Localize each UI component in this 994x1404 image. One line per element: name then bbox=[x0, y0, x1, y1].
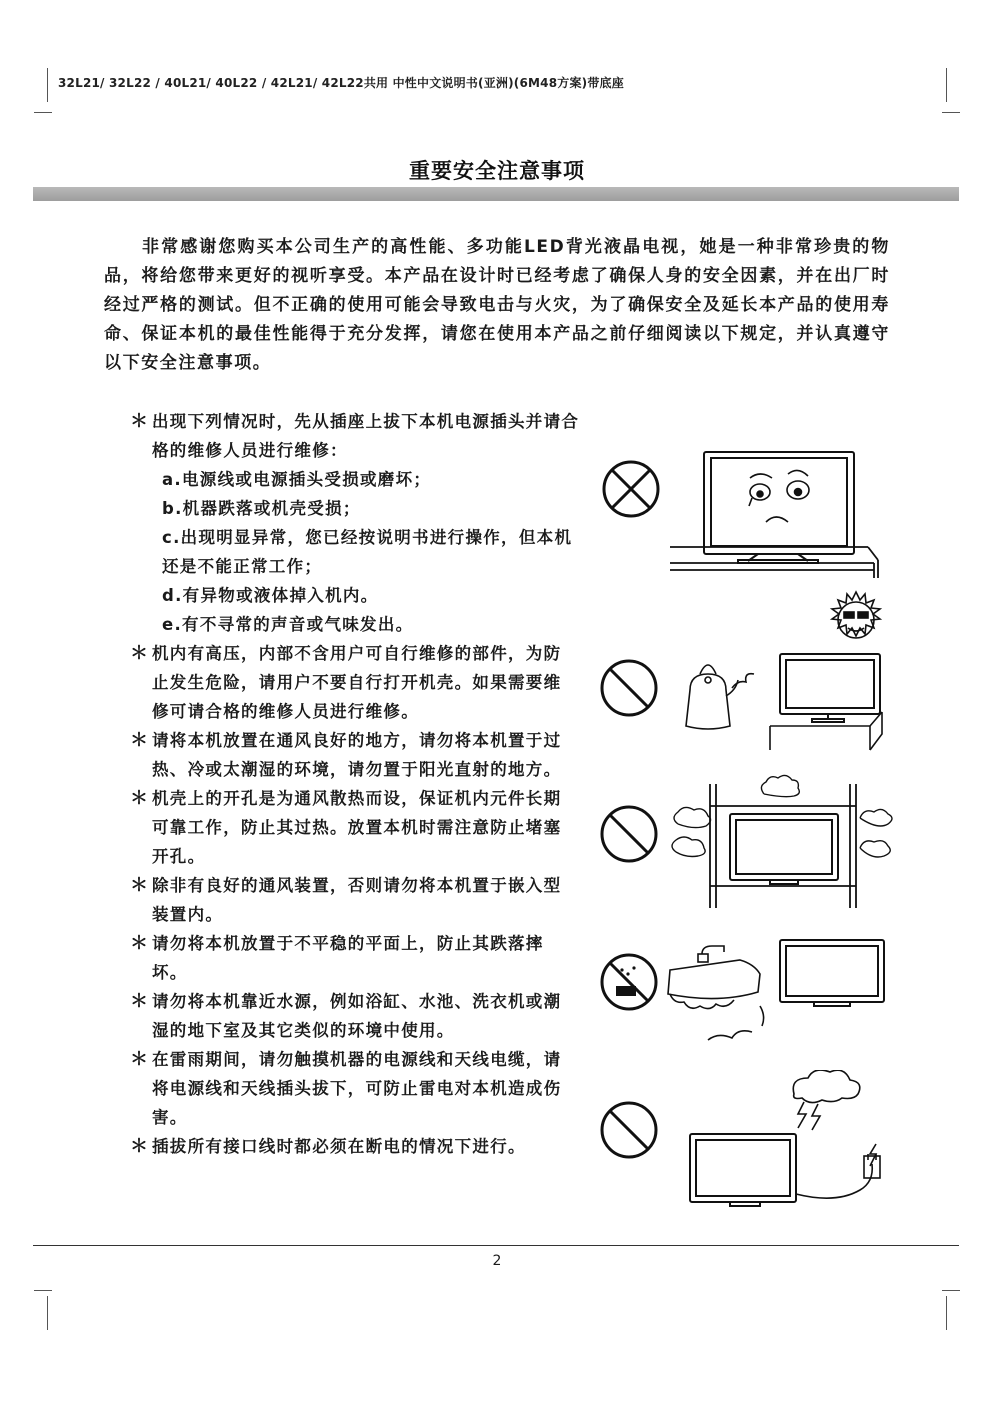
safety-item bbox=[130, 726, 590, 784]
safety-item-text: 请勿将本机靠近水源，例如浴缸、水池、洗衣机或潮湿的地下室及其它类似的环境中使用。 bbox=[152, 992, 562, 1040]
bullet-star: ＊ bbox=[130, 411, 150, 432]
safety-item bbox=[130, 407, 590, 639]
safety-item bbox=[130, 1132, 590, 1161]
crop-mark-bottom-right-h bbox=[942, 1290, 960, 1291]
bullet-star: ＊ bbox=[130, 1049, 150, 1070]
bullet-star: ＊ bbox=[130, 788, 150, 809]
crop-mark-bottom-left-v bbox=[47, 1296, 48, 1330]
illustration-ventilation bbox=[598, 774, 896, 910]
safety-item-text: 机壳上的开孔是为通风散热而设，保证机内元件长期可靠工作，防止其过热。放置本机时需注意防止堵塞开孔。 bbox=[152, 789, 562, 866]
tv-icon bbox=[780, 940, 884, 1006]
tv-stand-icon bbox=[670, 547, 878, 578]
illustration-lightning bbox=[598, 1070, 898, 1220]
document-header: 32L21/ 32L22 / 40L21/ 40L22 / 42L21/ 42L22共用 中性中文说明书(亚洲)(6M48方案)带底座 bbox=[58, 76, 624, 90]
tv-icon bbox=[730, 814, 838, 884]
prohibited-water-icon bbox=[602, 955, 656, 1009]
bullet-star: ＊ bbox=[130, 643, 150, 664]
page-title: 重要安全注意事项 bbox=[409, 159, 585, 183]
intro-paragraph: 非常感谢您购买本公司生产的高性能、多功能LED背光液晶电视，她是一种非常珍贵的物品，将给您带来更好的视听享受。本产品在设计时已经考虑了确保人身的安全因素，并在出厂时经过严格的测试。但不正确的使用可能会导致电击与火灾，为了确保安全及延长本产品的使用寿命、保证本机的最佳性能得于充分发挥，请您在使用本产品之前仔细阅读以下规定，并认真遵守以下安全注意事项。 bbox=[104, 237, 890, 373]
safety-item-text: 请勿将本机放置于不平稳的平面上，防止其跌落摔坏。 bbox=[152, 934, 544, 982]
illustration-water-hazard bbox=[598, 936, 890, 1060]
safety-item-text: 请将本机放置在通风良好的地方，请勿将本机置于过热、冷或太潮湿的环境，请勿置于阳光直射的地方。 bbox=[152, 731, 562, 779]
bullet-star: ＊ bbox=[130, 1136, 150, 1157]
heat-cloud-icon bbox=[672, 775, 892, 857]
safety-item-text: 除非有良好的通风装置，否则请勿将本机置于嵌入型装置内。 bbox=[152, 876, 562, 924]
table-icon bbox=[770, 712, 882, 750]
sink-icon bbox=[668, 946, 764, 1040]
prohibited-slash-icon bbox=[602, 661, 656, 715]
safety-item bbox=[130, 871, 590, 929]
crop-mark-bottom-right-v bbox=[946, 1296, 947, 1330]
title-underline-bar bbox=[33, 187, 959, 201]
safety-item-text: 在雷雨期间，请勿触摸机器的电源线和天线电缆，请将电源线和天线插头拔下，可防止雷电对本机造成伤害。 bbox=[152, 1050, 562, 1127]
sun-icon bbox=[832, 592, 880, 638]
prohibited-slash-icon bbox=[602, 1103, 656, 1157]
sub-item: a.电源线或电源插头受损或磨坏； bbox=[162, 470, 432, 489]
page-number: 2 bbox=[492, 1253, 502, 1269]
tv-icon bbox=[780, 654, 880, 722]
bullet-star: ＊ bbox=[130, 933, 150, 954]
crop-mark-top-left-h bbox=[34, 112, 52, 113]
crop-mark-top-right-h bbox=[942, 112, 960, 113]
safety-item bbox=[130, 784, 590, 871]
safety-item bbox=[130, 929, 590, 987]
safety-item bbox=[130, 987, 590, 1045]
sub-item: e.有不寻常的声音或气味发出。 bbox=[162, 615, 414, 634]
sub-item: c.出现明显异常，您已经按说明书进行操作，但本机还是不能正常工作； bbox=[162, 528, 573, 576]
sub-list bbox=[152, 465, 590, 639]
shelf-icon bbox=[710, 784, 856, 908]
sad-face-icon bbox=[749, 470, 809, 522]
sub-item: b.机器跌落或机壳受损； bbox=[162, 499, 361, 518]
cloud-icon bbox=[793, 1070, 860, 1103]
bullet-star: ＊ bbox=[130, 730, 150, 751]
crop-mark-top-left-v bbox=[47, 68, 48, 102]
power-plug-icon bbox=[796, 1154, 880, 1198]
bullet-star: ＊ bbox=[130, 875, 150, 896]
tv-icon bbox=[690, 1134, 796, 1206]
illustration-heat-sources bbox=[598, 584, 890, 756]
safety-item-text: 插拔所有接口线时都必须在断电的情况下进行。 bbox=[152, 1137, 526, 1156]
sub-item: d.有异物或液体掉入机内。 bbox=[162, 586, 379, 605]
illustration-sad-tv bbox=[598, 444, 888, 584]
safety-item-text: 出现下列情况时，先从插座上拔下本机电源插头并请合格的维修人员进行维修： bbox=[152, 412, 580, 460]
bullet-star: ＊ bbox=[130, 991, 150, 1012]
safety-list bbox=[130, 407, 590, 1161]
safety-item bbox=[130, 639, 590, 726]
safety-item bbox=[130, 1045, 590, 1132]
footer-divider bbox=[33, 1245, 959, 1246]
crop-mark-top-right-v bbox=[946, 68, 947, 102]
safety-item-text: 机内有高压，内部不含用户可自行维修的部件，为防止发生危险，请用户不要自行打开机壳。如果需要维修可请合格的维修人员进行维修。 bbox=[152, 644, 562, 721]
prohibited-x-icon bbox=[604, 462, 658, 516]
crop-mark-bottom-left-h bbox=[34, 1290, 52, 1291]
prohibited-slash-icon bbox=[602, 807, 656, 861]
kettle-icon bbox=[686, 665, 754, 729]
